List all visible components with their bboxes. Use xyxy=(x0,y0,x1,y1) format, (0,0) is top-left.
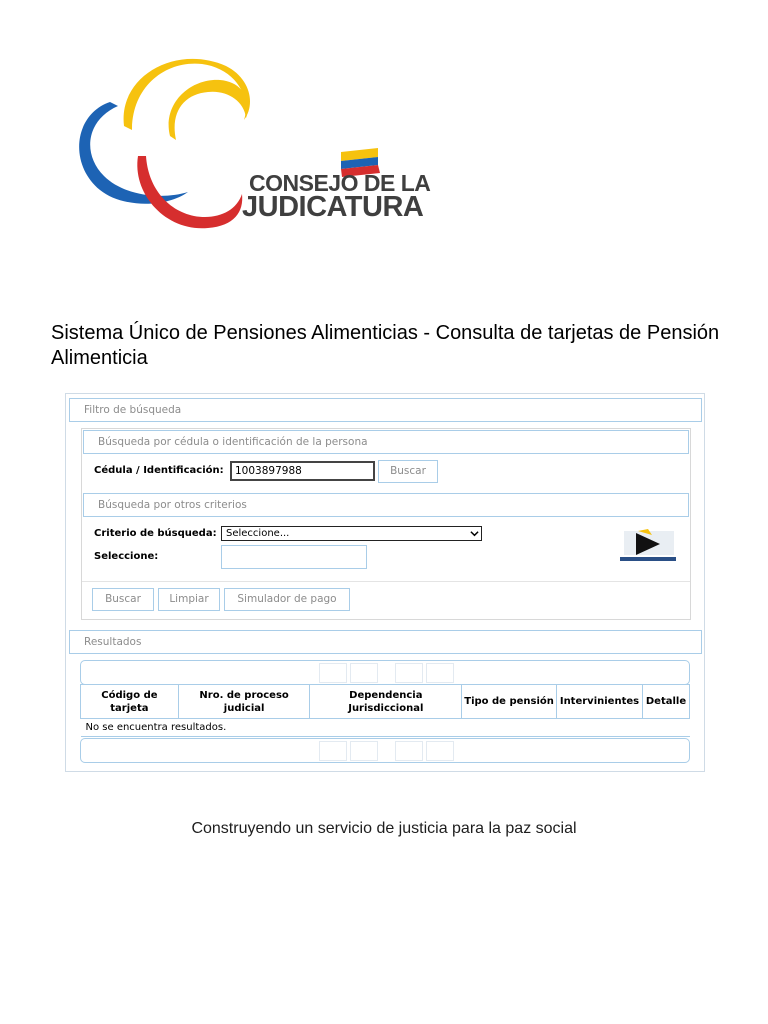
col-header-process-number: Nro. de proceso judicial xyxy=(178,685,310,719)
select-value-input[interactable] xyxy=(221,545,367,569)
table-row xyxy=(81,719,690,737)
footer-slogan: Construyendo un servicio de justicia para la paz social xyxy=(191,820,577,837)
id-label: Cédula / Identificación: xyxy=(94,465,224,476)
col-header-participants: Intervinientes xyxy=(556,685,642,719)
table-header-row xyxy=(81,685,690,719)
criteria-label: Criterio de búsqueda: xyxy=(94,528,217,539)
pager-prev-button[interactable] xyxy=(350,663,378,683)
col-header-pension-type: Tipo de pensión xyxy=(462,685,557,719)
logo xyxy=(66,44,431,234)
pager-next-button[interactable] xyxy=(395,741,423,761)
pager-prev-button[interactable] xyxy=(350,741,378,761)
col-header-jurisdiction: Dependencia Jurisdiccional xyxy=(310,685,462,719)
chevron-down-icon xyxy=(470,529,479,538)
pager-next-button[interactable] xyxy=(395,663,423,683)
logo-text-line2: JUDICATURA xyxy=(242,191,424,223)
id-search-section-header: Búsqueda por cédula o identificación de la persona xyxy=(83,430,689,454)
results-table xyxy=(80,684,690,737)
pager-first-button[interactable] xyxy=(319,741,347,761)
page-title: Sistema Único de Pensiones Alimenticias - Consulta de tarjetas de Pensión Alimenticia xyxy=(51,322,720,369)
bottom-pager xyxy=(80,738,690,763)
results-section-header: Resultados xyxy=(69,630,702,654)
id-search-button[interactable]: Buscar xyxy=(378,460,438,483)
filter-box xyxy=(81,428,691,620)
col-header-detail: Detalle xyxy=(642,685,689,719)
select-label: Seleccione: xyxy=(94,551,159,562)
play-video-icon[interactable] xyxy=(618,529,678,563)
search-button[interactable]: Buscar xyxy=(92,588,154,611)
filter-section-header: Filtro de búsqueda xyxy=(69,398,702,422)
top-pager xyxy=(80,660,690,685)
criteria-select[interactable] xyxy=(221,526,482,541)
pager-last-button[interactable] xyxy=(426,741,454,761)
criteria-select-value: Seleccione... xyxy=(226,528,290,539)
payment-simulator-button[interactable]: Simulador de pago xyxy=(224,588,350,611)
clear-button[interactable]: Limpiar xyxy=(158,588,220,611)
logo-text-line1: CONSEJO DE LA xyxy=(249,170,431,196)
id-input[interactable]: 1003897988 xyxy=(230,461,375,481)
other-criteria-section-header: Búsqueda por otros criterios xyxy=(83,493,689,517)
pager-last-button[interactable] xyxy=(426,663,454,683)
empty-results-message: No se encuentra resultados. xyxy=(81,719,690,737)
search-panel xyxy=(65,393,705,772)
pager-first-button[interactable] xyxy=(319,663,347,683)
col-header-card-code: Código de tarjeta xyxy=(81,685,179,719)
divider xyxy=(82,581,690,582)
